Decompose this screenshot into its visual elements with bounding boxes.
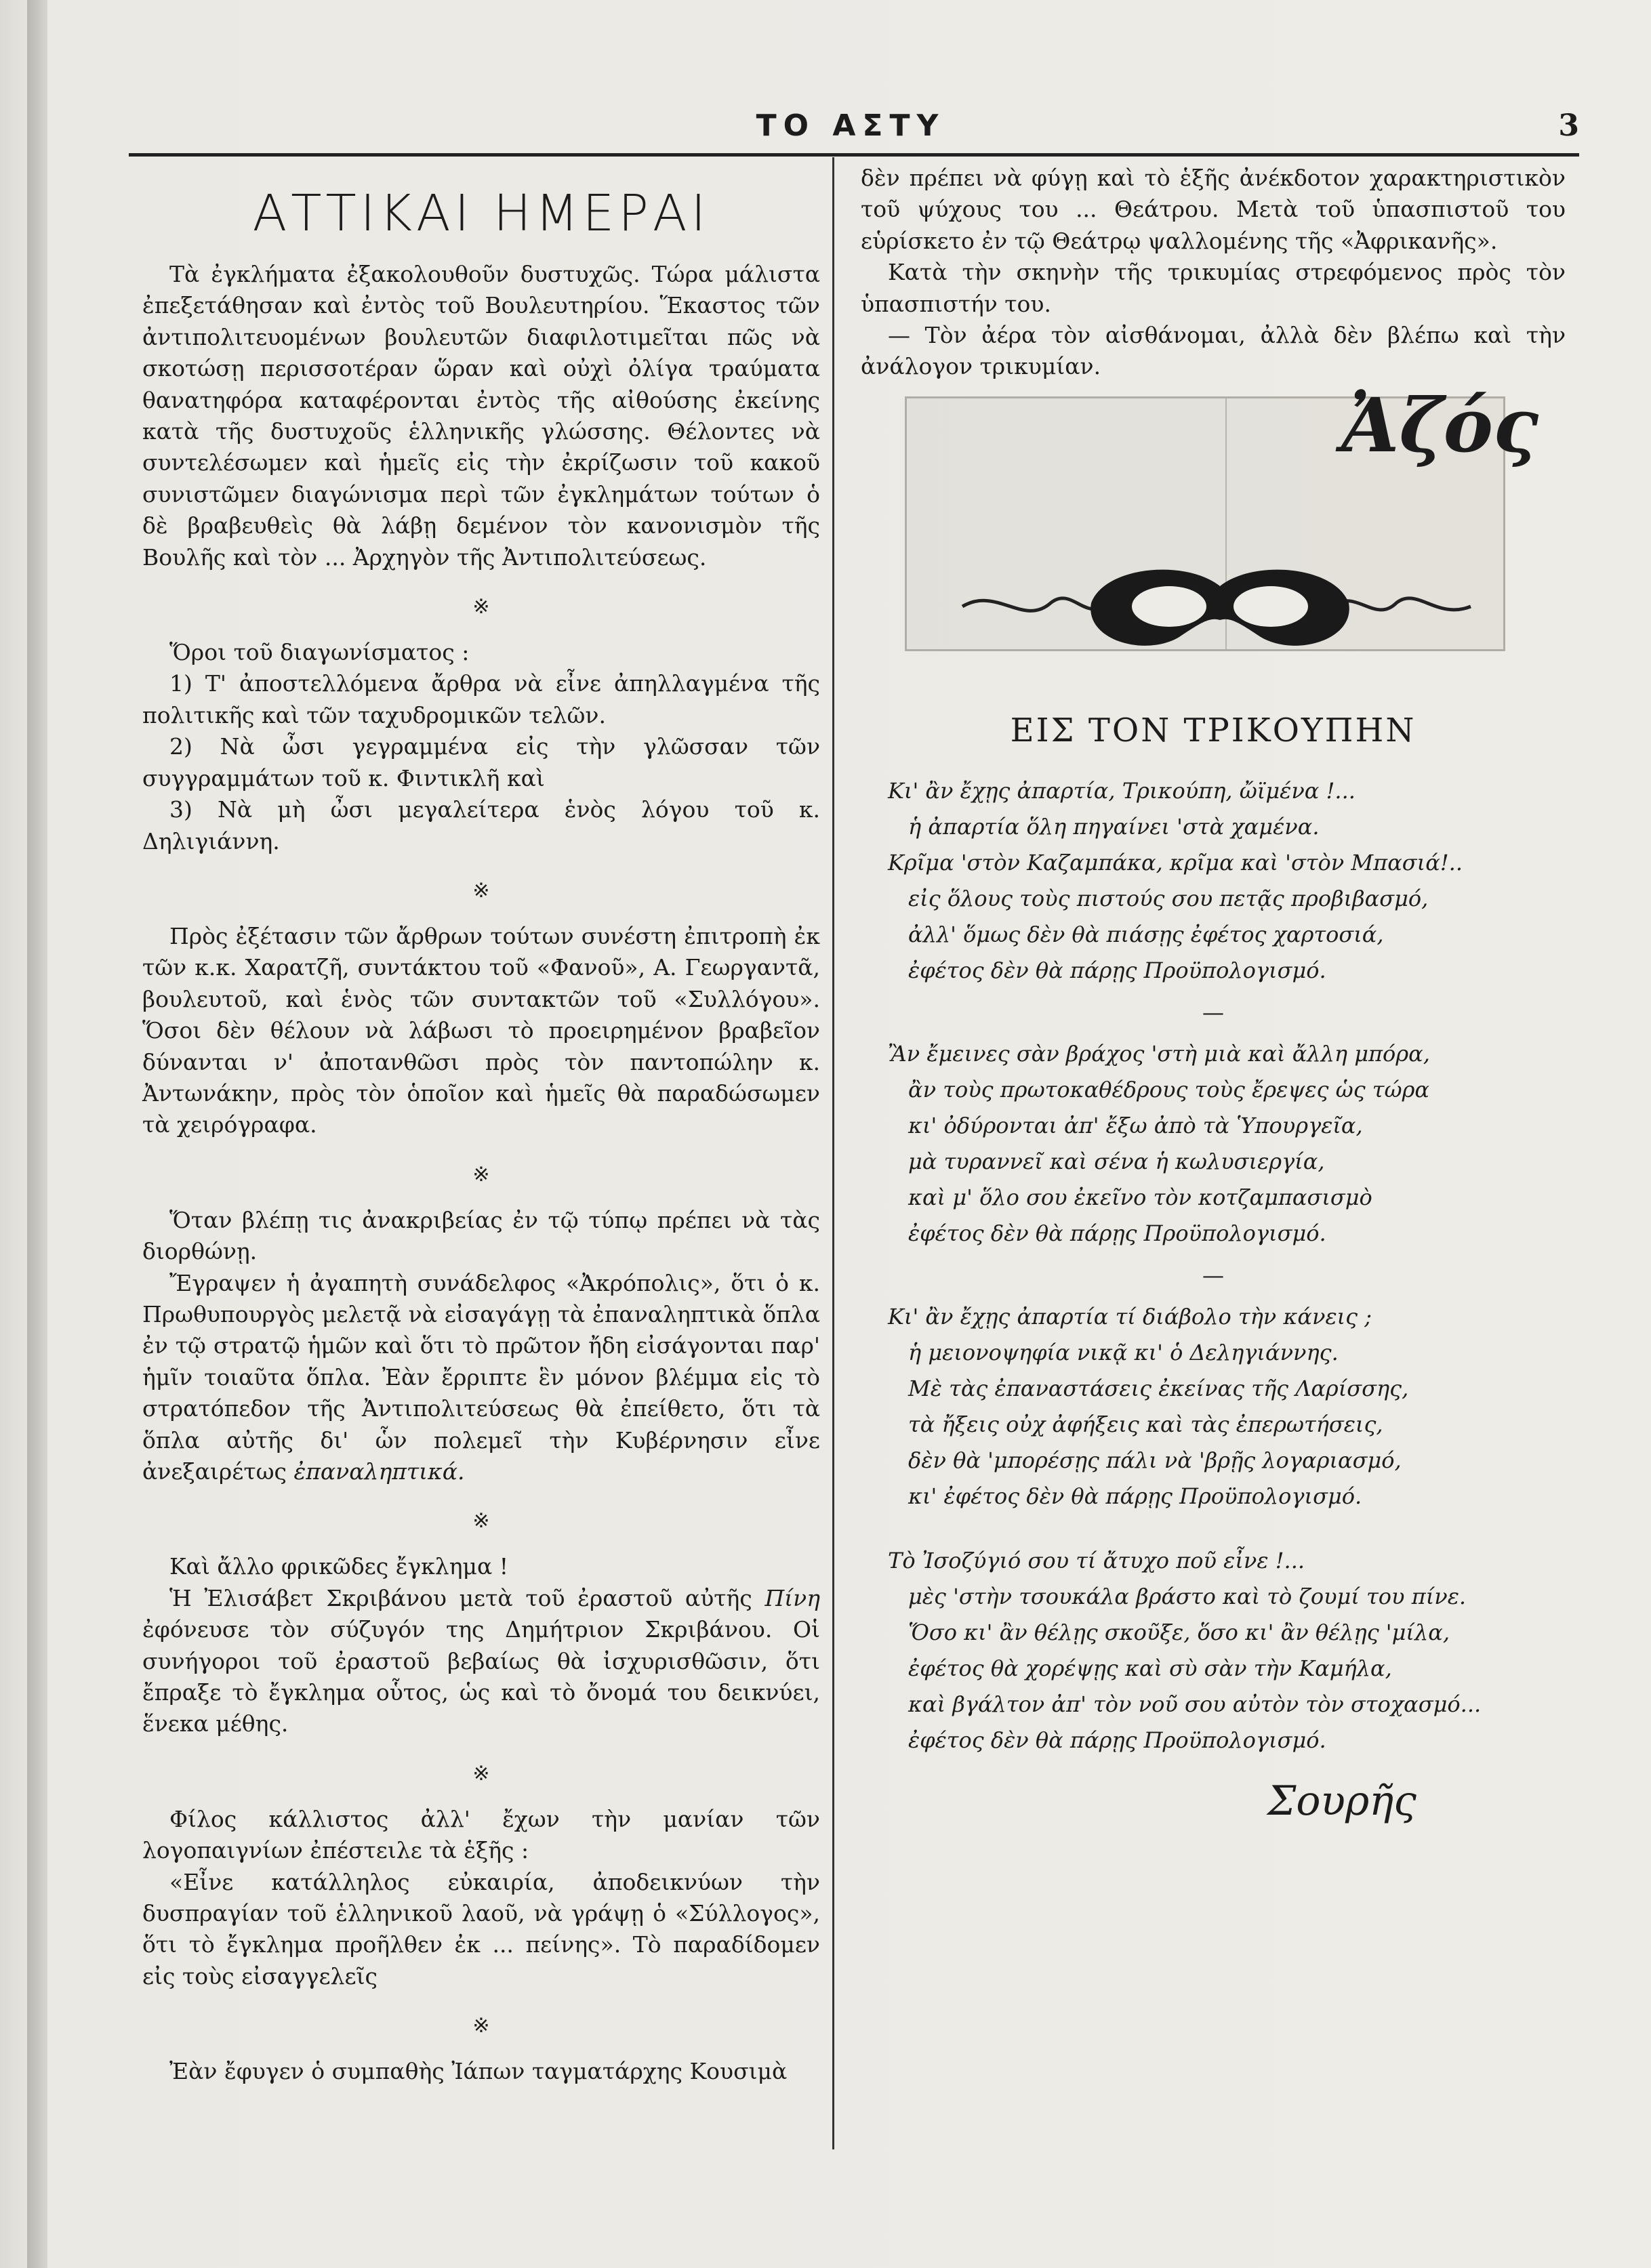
mask-eye-left: [1132, 586, 1206, 627]
poem-line: εἰς ὅλους τοὺς πιστούς σου πετᾷς προβιβασμό,: [908, 886, 1429, 912]
mask-string-right: [1335, 598, 1471, 610]
poem-line: τὰ ἤξεις οὐχ ἀφήξεις καὶ τὰς ἐπερωτήσεις,: [908, 1411, 1383, 1438]
poem-line: Κι' ἂν ἔχῃς ἀπαρτία τί διάβολο τὴν κάνεις ;: [888, 1304, 1372, 1330]
poem-line: δὲν θὰ 'μπορέσῃς πάλι νὰ 'βρῇς λογαριασμό,: [908, 1447, 1402, 1474]
poem-line: Κρῖμα 'στὸν Καζαμπάκα, κρῖμα καὶ 'στὸν Μπασιά!..: [888, 850, 1463, 876]
crime-text-a: Ἡ Ἐλισάβετ Σκριβάνου μετὰ τοῦ ἐραστοῦ αὐτῆς: [169, 1584, 752, 1611]
right-column: [861, 163, 1566, 1880]
committee-paragraph: Πρὸς ἐξέτασιν τῶν ἄρθρων τούτων συνέστη ἐπιτροπὴ ἐκ τῶν κ.κ. Χαρατζῆ, συντάκτου τοῦ «Φανοῦ», Α. Γεωργαντᾶ, βουλευτοῦ, καὶ ἑνὸς τῶν συντακτῶν τοῦ «Συλλόγου». Ὅσοι δὲν θέλουν νὰ λάβωσι τὸ προειρημένον βραβεῖον δύνανται ν' ἀποτανθῶσι πρὸς τὸν παντοπώλην κ. Ἀντωνάκην, πρὸς τὸν ὁποῖον καὶ ἡμεῖς θὰ παραδώσωμεν τὰ χειρόγραφα.: [142, 922, 820, 1138]
separator-star: ※: [472, 1162, 490, 1187]
left-column: [142, 163, 820, 2088]
japanese-paragraph: Ἐὰν ἔφυγεν ὁ συμπαθὴς Ἰάπων ταγματάρχης Κουσιμὰ: [169, 2058, 788, 2085]
newspaper-title: ΤΟ ΑΣΤΥ: [756, 108, 945, 143]
poem-line: καὶ μ' ὅλο σου ἐκεῖνο τὸν κοτζαμπασισμὸ: [908, 1184, 1372, 1211]
poem-line: Κι' ἂν ἔχῃς ἀπαρτία, Τρικούπη, ὤϊμένα !...: [888, 778, 1356, 804]
intro-paragraph: Τὰ ἐγκλήματα ἐξακολουθοῦν δυστυχῶς. Τώρα μάλιστα ἐπεξετάθησαν καὶ ἐντὸς τοῦ Βουλευτηρίου. Ἕκαστος τῶν ἀντιπολιτευομένων βουλευτῶν διαφιλοτιμεῖται πῶς νὰ σκοτώσῃ περισσοτέραν ὥραν καὶ οὐχὶ ὀλίγα τραύματα θανατηφόρα καταφέρονται ἐντὸς τῆς αἰθούσης ἐκείνης κατὰ τῆς δυστυχοῦς ἑλληνικῆς γλώσσης. Θέλοντες νὰ συντελέσωμεν καὶ ἡμεῖς εἰς τὴν ἐκρίζωσιν τοῦ κακοῦ συνιστῶμεν διαγώνισμα περὶ τῶν ἐγκλημάτων τούτων ὁ δὲ βραβευθεὶς θὰ λάβῃ δεμένον τὸν κανονισμὸν τῆς Βουλῆς καὶ τὸν ... Ἀρχηγὸν τῆς Ἀντιπολιτεύσεως.: [142, 261, 820, 571]
stanza-divider: —: [1202, 1262, 1224, 1289]
weapons-paragraph: [142, 1268, 820, 1488]
poem-line: μὲς 'στὴν τσουκάλα βράστο καὶ τὸ ζουμί του πίνε.: [908, 1584, 1467, 1610]
crime-italic-name: Πίνη: [765, 1584, 820, 1611]
section-heading: ΑΤΤΙΚΑΙ ΗΜΕΡΑΙ: [252, 184, 710, 243]
anecdote-storm: Κατὰ τὴν σκηνὴν τῆς τρικυμίας στρεφόμενος πρὸς τὸν ὑπασπιστήν του.: [861, 259, 1566, 317]
separator-star: ※: [472, 1509, 490, 1533]
poem-line: Μὲ τὰς ἐπαναστάσεις ἐκείνας τῆς Λαρίσσης,: [908, 1376, 1409, 1402]
column-divider: [832, 157, 834, 2149]
poem-line: ἂν τοὺς πρωτοκαθέδρους τοὺς ἔρεψες ὡς τώρα: [908, 1077, 1430, 1103]
term-3: 3) Νὰ μὴ ὦσι μεγαλείτερα ἑνὸς λόγου τοῦ κ. Δηλιγιάννη.: [142, 796, 820, 854]
signature-azos: Ἀζός: [1341, 381, 1538, 469]
separator-star: ※: [472, 1761, 490, 1786]
poem-line: ἡ μειονοψηφία νικᾷ κι' ὁ Δεληγιάννης.: [908, 1340, 1339, 1366]
page-binding: [27, 0, 47, 2268]
crime-paragraph: [142, 1583, 820, 1740]
poem: [861, 773, 1566, 1758]
anecdote-paragraph: δὲν πρέπει νὰ φύγῃ καὶ τὸ ἑξῆς ἀνέκδοτον χαρακτηριστικὸν τοῦ ψύχους του ... Θεάτρου. Μετὰ τοῦ ὑπασπιστοῦ του εὑρίσκετο ἐν τῷ Θεάτρῳ ψαλλομένης τῆς «Ἀφρικανῆς».: [861, 165, 1566, 254]
page-header: [122, 108, 1579, 149]
header-rule: [129, 153, 1579, 157]
mask-eye-right: [1234, 586, 1308, 627]
separator-star: ※: [472, 878, 490, 903]
term-1: 1) Τ' ἀποστελλόμενα ἄρθρα νὰ εἶνε ἀπηλλαγμένα τῆς πολιτικῆς καὶ τῶν ταχυδρομικῶν τελῶν.: [142, 670, 820, 728]
terms-intro: Ὅροι τοῦ διαγωνίσματος :: [169, 639, 470, 666]
weapons-italic: ἐπαναληπτικά.: [293, 1458, 465, 1485]
poem-line: ἐφέτος δὲν θὰ πάρῃς Προϋπολογισμό.: [908, 1727, 1326, 1754]
poem-line: ἐφέτος δὲν θὰ πάρῃς Προϋπολογισμό.: [908, 957, 1326, 984]
anecdote-punchline: — Τὸν ἀέρα τὸν αἰσθάνομαι, ἀλλὰ δὲν βλέπω καὶ τὴν ἀνάλογον τρικυμίαν.: [861, 322, 1566, 380]
stanza-divider: —: [1202, 999, 1224, 1026]
crime-exclaim: Καὶ ἄλλο φρικῶδες ἔγκλημα !: [169, 1553, 508, 1580]
mask-shape: [1091, 570, 1349, 646]
friend-paragraph: Φίλος κάλλιστος ἀλλ' ἔχων τὴν μανίαν τῶν λογοπαιγνίων ἐπέστειλε τὰ ἑξῆς :: [142, 1805, 820, 1864]
poem-title: ΕΙΣ ΤΟΝ ΤΡΙΚΟΥΠΗΝ: [1010, 711, 1416, 749]
corrections-paragraph: Ὅταν βλέπῃ τις ἀνακριβείας ἐν τῷ τύπῳ πρέπει νὰ τὰς διορθώνῃ.: [142, 1206, 820, 1265]
weapons-text: Ἔγραψεν ἡ ἀγαπητὴ συνάδελφος «Ἀκρόπολις», ὅτι ὁ κ. Πρωθυπουργὸς μελετᾷ νὰ εἰσαγάγῃ τὰ ἐπαναληπτικὰ ὅπλα ἐν τῷ στρατῷ ἡμῶν καὶ ὅτι τὸ πρῶτον ἤδη εἰσάγονται παρ' ἡμῖν τοιαῦτα ὅπλα. Ἐὰν ἔρριπτε ἓν μόνον βλέμμα εἰς τὸ στρατόπεδον τῆς Ἀντιπολιτεύσεως θὰ ἐπείθετο, ὅτι τὰ ὅπλα αὐτῆς δι' ὧν πολεμεῖ τὴν Κυβέρνησιν εἶνε ἀνεξαιρέτως: [142, 1269, 820, 1485]
crime-text-b: ἐφόνευσε τὸν σύζυγόν της Δημήτριον Σκριβάνου. Οἱ συνήγοροι τοῦ ἐραστοῦ βεβαίως θὰ ἰσχυρισθῶσιν, ὅτι ἔπραξε τὸ ἔγκλημα οὗτος, ὡς καὶ τὸ ὄνομά του δεικνύει, ἕνεκα μέθης.: [142, 1616, 820, 1737]
poem-line: μὰ τυραννεῖ καὶ σένα ἡ κωλυσιεργία,: [908, 1149, 1325, 1175]
poem-line: Ὅσο κι' ἂν θέλῃς σκοῦξε, ὅσο κι' ἂν θέλῃς 'μίλα,: [908, 1620, 1450, 1646]
poem-line: ἐφέτος δὲν θὰ πάρῃς Προϋπολογισμό.: [908, 1220, 1326, 1247]
poem-line: ἐφέτος θὰ χορέψῃς καὶ σὺ σὰν τὴν Καμήλα,: [908, 1655, 1392, 1682]
term-2: 2) Νὰ ὦσι γεγραμμένα εἰς τὴν γλῶσσαν τῶν συγγραμμάτων τοῦ κ. Φιντικλῆ καὶ: [142, 733, 820, 791]
mask-string-left: [962, 598, 1105, 611]
mask-illustration: [861, 539, 1566, 674]
poem-line: Ἂν ἔμεινες σὰν βράχος 'στὴ μιὰ καὶ ἄλλη μπόρα,: [888, 1041, 1430, 1067]
page-number: 3: [1558, 108, 1579, 143]
separator-star: ※: [472, 2014, 490, 2038]
signature-souris: Σουρῆς: [1267, 1777, 1416, 1826]
poem-line: Τὸ Ἰσοζύγιό σου τί ἄτυχο ποῦ εἶνε !...: [888, 1548, 1305, 1574]
poem-line: ἡ ἀπαρτία ὅλη πηγαίνει 'στὰ χαμένα.: [908, 814, 1320, 840]
quote-paragraph: «Εἶνε κατάλληλος εὐκαιρία, ἀποδεικνύων τὴν δυσπραγίαν τοῦ ἑλληνικοῦ λαοῦ, νὰ γράψῃ ὁ «Σύλλογος», ὅτι τὸ ἔγκλημα προῆλθεν ἐκ ... πείνης». Τὸ παραδίδομεν εἰς τοὺς εἰσαγγελεῖς: [142, 1868, 820, 1989]
separator-star: ※: [472, 595, 490, 619]
poem-line: ἀλλ' ὅμως δὲν θὰ πιάσῃς ἐφέτος χαρτοσιά,: [908, 922, 1384, 948]
poem-line: κι' ἐφέτος δὲν θὰ πάρῃς Προϋπολογισμό.: [908, 1483, 1362, 1510]
poem-line: καὶ βγάλτον ἀπ' τὸν νοῦ σου αὐτὸν τὸν στοχασμό...: [908, 1691, 1482, 1718]
poem-line: κι' ὀδύρονται ἀπ' ἔξω ἀπὸ τὰ Ὑπουργεῖα,: [908, 1113, 1363, 1139]
